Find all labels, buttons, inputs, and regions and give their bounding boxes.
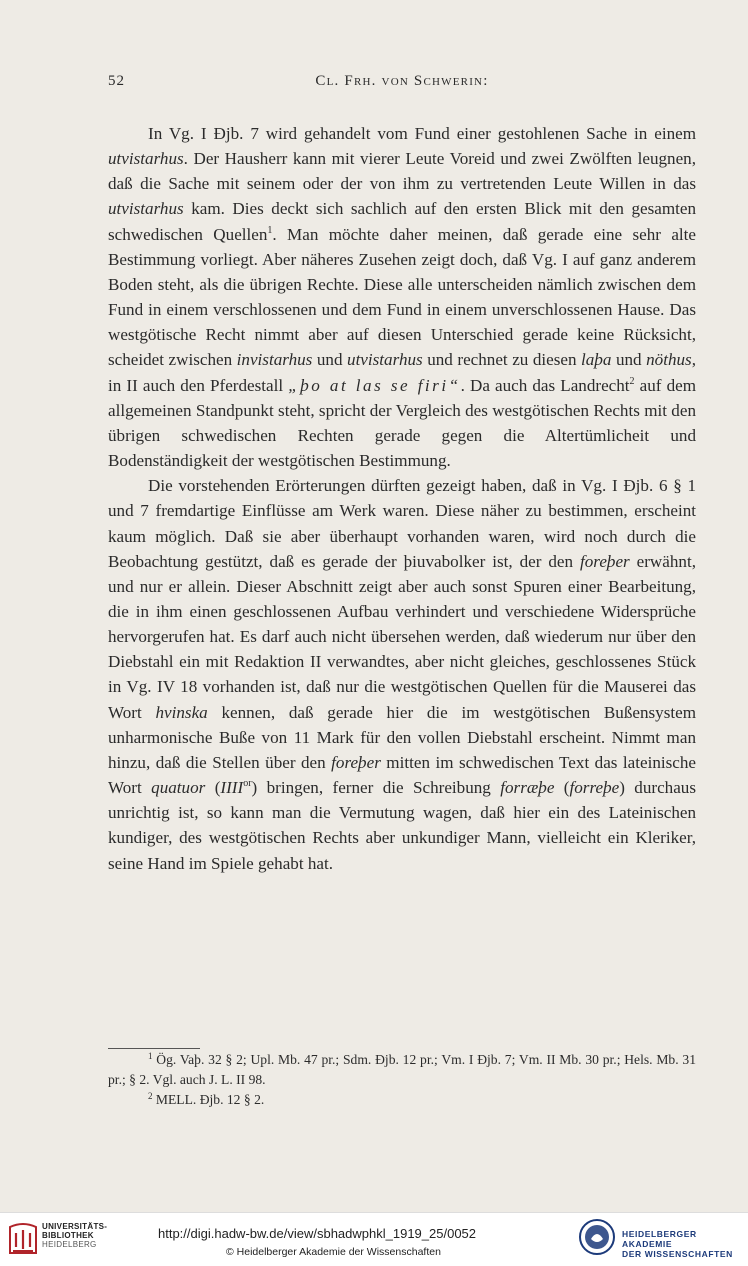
superscript: or [243, 778, 252, 790]
term-italic: forreþe [569, 778, 620, 798]
text-run: Die vorstehenden Erörterungen dürften gezeigt haben, daß in Vg. I Ðjb. 6 § 1 und 7 fremdartige Einflüsse am Werk waren. Diese näher zu bestimmen, erscheint kaum möglich. Daß sie aber überhaupt vorhanden waren, wird noch durch die Beobachtung gestützt, daß es gerade der þiuvabolker ist, der den [108, 476, 696, 571]
term-italic: foreþer [331, 752, 381, 772]
university-library-logo-icon[interactable] [8, 1221, 38, 1255]
footnote-divider [108, 1048, 200, 1049]
text-run: , in II auch den Pferdestall [108, 350, 696, 395]
text-run: kennen, daß gerade hier die im westgötischen Bußensystem unharmonische Buße von 11 Mark für den vollen Diebstahl erscheint. Nimmt man hinzu, daß die Stellen über den [108, 702, 696, 772]
text-run: und rechnet zu diesen [422, 350, 582, 370]
text-run: ( [554, 778, 570, 798]
body-text [108, 121, 696, 876]
university-library-name [42, 1222, 107, 1249]
academy-line-1: HEIDELBERGER AKADEMIE [622, 1229, 697, 1249]
footnote-mark: 2 [148, 1091, 153, 1101]
footnote-ref-1[interactable]: 1 [267, 224, 273, 236]
academy-name [622, 1229, 748, 1259]
text-run: und [312, 350, 348, 370]
footnote-text: MELL. Ðjb. 12 § 2. [152, 1092, 265, 1107]
term-italic: utvistarhus [108, 199, 184, 219]
text-run: erwähnt, und nur er allein. Dieser Abschnitt zeigt aber auch sonst Spuren einer Bearbeitung, die in ihm einen geschlossenen Aufbau verhindert und verschiedene Widersprüche hervorgerufen hat. Es darf auch nicht übersehen werden, daß wiederum nur über den Diebstahl ein mit Redaktion II verwandtes, aber nicht gleiches, geschlossenes Stück in Vg. IV 18 vorhanden ist, daß nur die westgötischen Quellen für die Mauserei das Wort [108, 551, 696, 722]
paragraph-1 [108, 121, 696, 473]
text-run: mitten im schwedischen Text das lateinische Wort [108, 752, 697, 798]
text-run: und [611, 350, 647, 370]
page-header [108, 73, 696, 97]
academy-seal-icon[interactable] [578, 1218, 616, 1256]
text-run: auf dem allgemeinen Standpunkt steht, spricht der Vergleich des westgötischen Rechts mit den übrigen schwedischen Rechten gerade gegen die Altertümlicheit und Bodenständigkeit der westgötischen Bestimmung. [108, 375, 696, 471]
library-line-1: UNIVERSITÄTS- [42, 1222, 108, 1231]
library-line-2: BIBLIOTHEK [42, 1231, 94, 1240]
term-italic: utvistarhus [347, 350, 423, 370]
text-run: ( [205, 778, 221, 798]
term-italic: foreþer [580, 551, 630, 571]
term-italic: nöthus [646, 350, 692, 370]
page-number: 52 [108, 73, 125, 89]
paragraph-2 [108, 473, 696, 876]
text-run: In Vg. I Ðjb. 7 wird gehandelt vom Fund einer gestohlenen Sache in einem [148, 124, 696, 143]
term-italic: hvinska [155, 702, 208, 722]
text-run: ) durchaus unrichtig ist, so kann man die Vermutung wagen, daß hier ein des Lateinischen kundiger, des westgötischen Rechts aber unkundiger Mann, vielleicht ein Kleriker, seine Hand im Spiele gehabt hat. [108, 778, 697, 873]
permalink-url[interactable]: http://digi.hadw-bw.de/view/sbhadwphkl_1919_25/0052 [158, 1226, 477, 1241]
text-run: kam. Dies deckt sich sachlich auf den ersten Blick mit den gesamten schwedischen Quellen [108, 199, 696, 244]
text-run: . Man möchte daher meinen, daß gerade eine sehr alte Bestimmung vorliegt. Aber näheres Zusehen zeigt doch, daß Vg. I auf ganz anderem Boden steht, als die übrigen Rechte. Diese alle unterscheiden nämlich zwischen dem Fund in einem verschlossenen und dem Fund in einem unverschlossenen Hause. Das westgötische Recht nimmt aber auf diesen Unterschied gerade keine Rücksicht, scheidet zwischen [108, 224, 696, 370]
term-italic: laþa [581, 350, 612, 370]
footnote-2 [108, 1090, 696, 1110]
academy-line-2: DER WISSENSCHAFTEN [622, 1249, 733, 1259]
copyright-notice: © Heidelberger Akademie der Wissenschaften [226, 1246, 441, 1258]
running-head: Cl. Frh. von Schwerin: [315, 73, 489, 89]
text-run: . Der Hausherr kann mit vierer Leute Voreid und zwei Zwölften leugnen, daß die Sache mit seinem oder der von ihm zu vertretenden Leute Willen in das [108, 149, 696, 194]
library-line-3: HEIDELBERG [42, 1240, 97, 1249]
term-italic: IIII [220, 778, 244, 798]
term-italic: quatuor [151, 778, 206, 798]
term-italic: forræþe [500, 778, 555, 798]
footnotes [108, 1050, 696, 1110]
term-italic: invistarhus [236, 350, 313, 370]
footnote-mark: 1 [148, 1051, 153, 1061]
footnote-ref-2[interactable]: 2 [629, 375, 635, 387]
text-run: ) bringen, ferner die Schreibung [251, 778, 501, 798]
footnote-1 [108, 1050, 696, 1090]
quote-spaced: „þo at las se firi“ [288, 375, 461, 395]
footnote-text: Ög. Vaþ. 32 § 2; Upl. Mb. 47 pr.; Sdm. Ðjb. 12 pr.; Vm. I Ðjb. 7; Vm. II Mb. 30 pr.; Hels. Mb. 31 pr.; § 2. Vgl. auch J. L. II 98. [108, 1052, 696, 1087]
text-run: . Da auch das Landrecht [460, 375, 630, 395]
term-italic: utvistarhus [108, 149, 184, 169]
